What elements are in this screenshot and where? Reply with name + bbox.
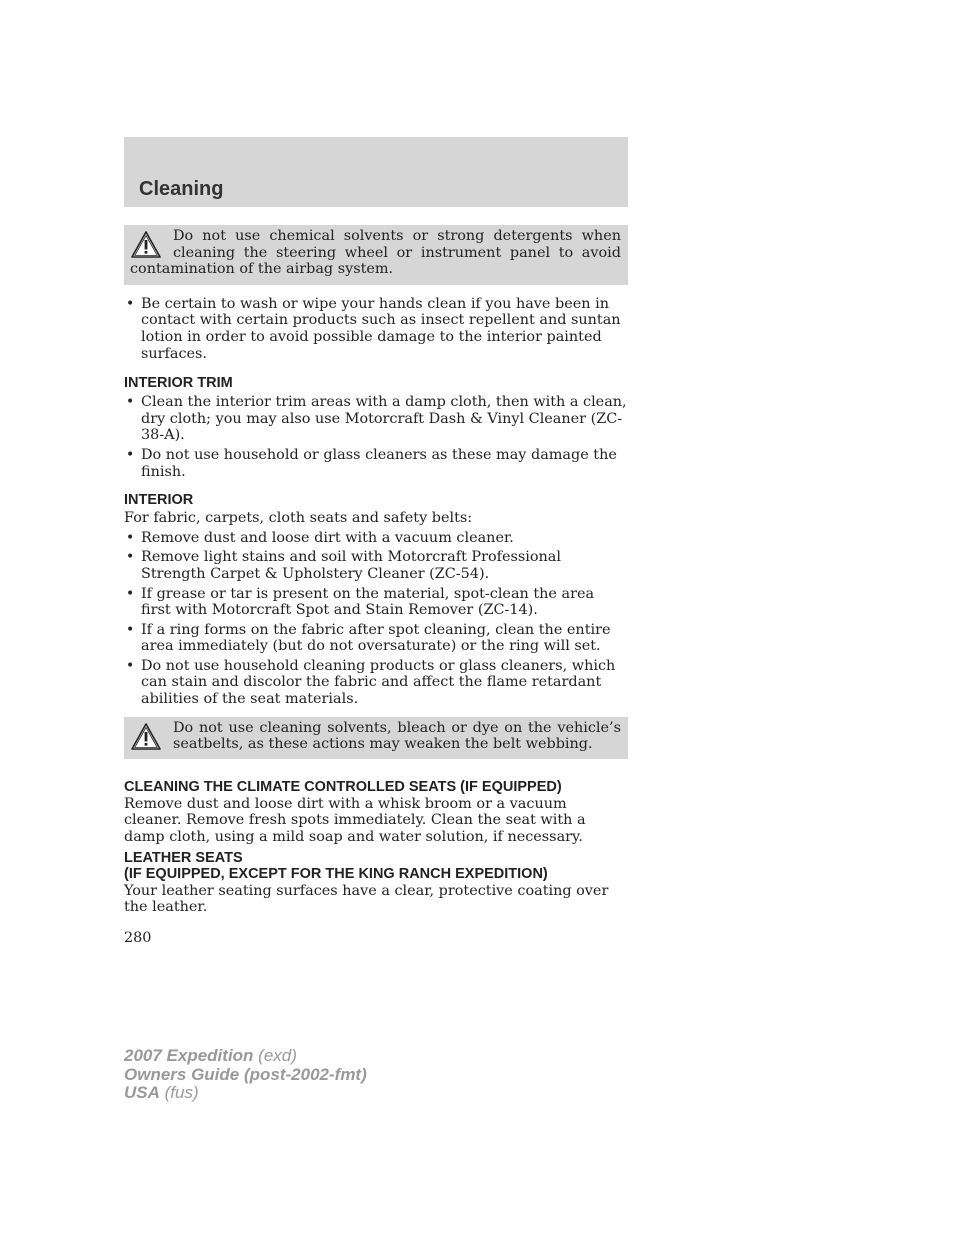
warning-text: Do not use chemical solvents or strong detergents when cleaning the steering wheel or instrument panel to avoid contamination of the airbag system. xyxy=(130,228,621,278)
warning-triangle-icon xyxy=(130,722,162,752)
heading-leather-seats xyxy=(124,850,628,882)
footer-line: 2007 Expedition (exd) xyxy=(124,1046,297,1065)
leather-seats-text: Your leather seating surfaces have a clear, protective coating over the leather. xyxy=(124,882,609,916)
page-title: Cleaning xyxy=(139,178,224,200)
interior-intro-text: For fabric, carpets, cloth seats and safety belts: xyxy=(124,510,473,527)
list-item: • If grease or tar is present on the material, spot-clean the area first with Motorcraft Spot and Stain Remover (ZC-14). xyxy=(126,585,595,619)
warning-box-seatbelts xyxy=(124,717,628,759)
heading-line: LEATHER SEATS xyxy=(124,849,243,866)
footer-line: USA (fus) xyxy=(124,1083,199,1102)
warning-triangle-icon xyxy=(130,230,162,260)
document-footer xyxy=(124,1047,367,1103)
warning-box-airbag xyxy=(124,225,628,285)
list-item: • If a ring forms on the fabric after spot cleaning, clean the entire area immediately (but do not oversaturate) or the ring will set. xyxy=(126,621,611,655)
list-item: • Do not use household or glass cleaners as these may damage the finish. xyxy=(126,446,617,480)
list-item: • Remove light stains and soil with Motorcraft Professional Strength Carpet & Upholstery Cleaner (ZC-54). xyxy=(126,549,561,582)
warning-text: Do not use cleaning solvents, bleach or dye on the vehicle’s seatbelts, as these actions may weaken the belt webbing. xyxy=(173,719,621,753)
list-item: • Be certain to wash or wipe your hands clean if you have been in contact with certain products such as insect repellent and suntan lotion in order to avoid possible damage to the interior painted surfaces. xyxy=(126,295,621,362)
heading-interior: INTERIOR xyxy=(124,492,194,509)
heading-line: (IF EQUIPPED, EXCEPT FOR THE KING RANCH EXPEDITION) xyxy=(124,865,548,882)
page-content xyxy=(124,137,628,946)
climate-seats-text: Remove dust and loose dirt with a whisk broom or a vacuum cleaner. Remove fresh spots immediately. Clean the seat with a damp cloth, using a mild soap and water solution, if necessary. xyxy=(124,795,586,846)
footer-line: Owners Guide (post-2002-fmt) xyxy=(124,1064,367,1084)
list-item: • Remove dust and loose dirt with a vacuum cleaner. xyxy=(126,529,514,546)
heading-interior-trim: INTERIOR TRIM xyxy=(124,375,233,392)
intro-bullet-list xyxy=(124,296,628,362)
page-number: 280 xyxy=(124,929,152,946)
list-item: • Clean the interior trim areas with a damp cloth, then with a clean, dry cloth; you may also use Motorcraft Dash & Vinyl Cleaner (ZC-38-A). xyxy=(126,394,627,444)
interior-trim-bullet-list xyxy=(124,394,628,480)
heading-climate-seats: CLEANING THE CLIMATE CONTROLLED SEATS (IF EQUIPPED) xyxy=(124,778,562,795)
interior-bullet-list xyxy=(124,530,628,708)
section-header-band xyxy=(124,137,628,207)
list-item: • Do not use household cleaning products or glass cleaners, which can stain and discolor the fabric and affect the flame retardant abilities of the seat materials. xyxy=(126,657,616,708)
